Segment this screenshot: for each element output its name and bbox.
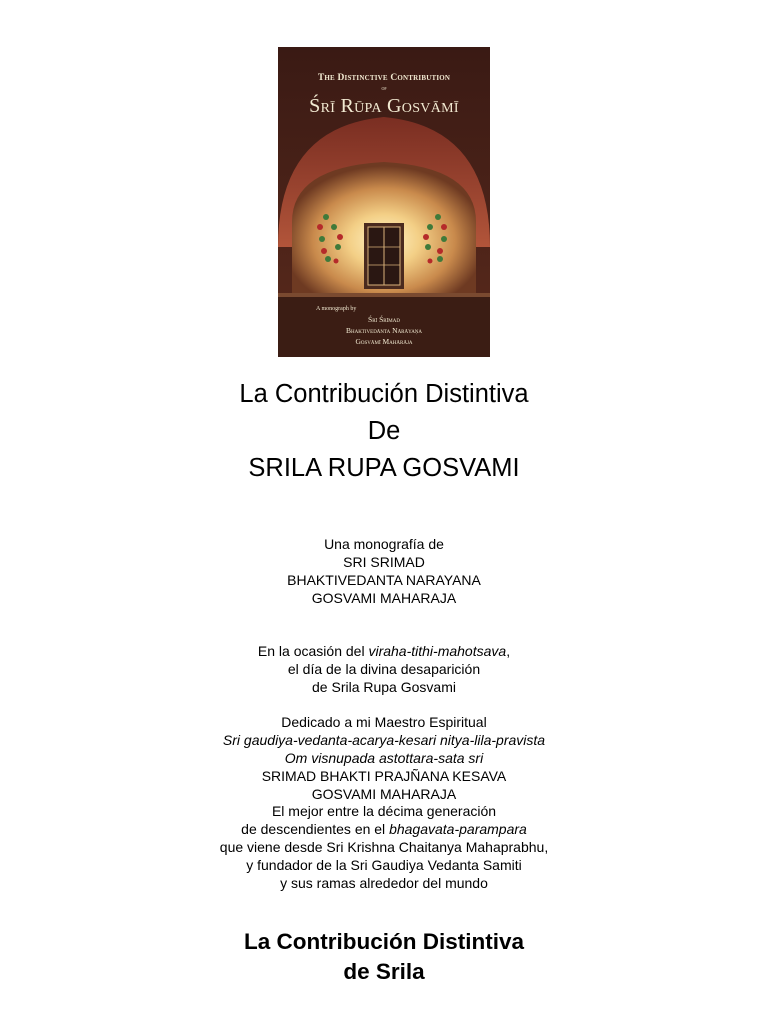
monograph-line3: BHAKTIVEDANTA NARAYANA (287, 572, 481, 588)
cover-illustration (278, 47, 490, 357)
monograph-line4: GOSVAMI MAHARAJA (311, 590, 457, 606)
monograph-line2: SRI SRIMAD (343, 554, 425, 570)
dedication-line10: y sus ramas alrededor del mundo (280, 875, 488, 891)
title-line1: La Contribución Distintiva (239, 380, 529, 408)
cover-title-line2: of (381, 87, 387, 92)
dedication-line4: SRIMAD BHAKTI PRAJÑANA KESAVA (261, 768, 507, 784)
monograph-line1: Una monografía de (324, 536, 444, 552)
dedication-line3-italic: Om visnupada astottara-sata sri (284, 750, 484, 766)
dedication-line7-pre: de descendientes en el (241, 821, 390, 837)
cover-author-line2: Bhaktivedānta Nārāyaṇa (345, 326, 423, 335)
dedication-line2-italic: Sri gaudiya-vedanta-acarya-kesari nitya-lila-pravista (222, 732, 546, 748)
section-heading-line2: de Srila (343, 959, 425, 984)
occasion-line1-post: , (506, 643, 511, 659)
section-heading-line1: La Contribución Distintiva (243, 929, 524, 954)
cover-byline: A monograph by (316, 306, 357, 312)
title-line3: SRILA RUPA GOSVAMI (248, 454, 520, 482)
cover-title-line3: Śrī Rūpa Gosvāmī (309, 95, 459, 117)
occasion-line3: de Srila Rupa Gosvami (312, 679, 456, 695)
occasion-line1 (0, 642, 768, 660)
occasion-line1-pre: En la ocasión del (257, 643, 369, 659)
dedication-line3 (0, 749, 768, 767)
dedication-line6: El mejor entre la décima generación (271, 803, 497, 819)
occasion-line1-italic: viraha-tithi-mahotsava (368, 643, 507, 659)
dedication-line7 (0, 820, 768, 838)
dedication-line7-italic: bhagavata-parampara (389, 821, 527, 837)
dedication-line8: que viene desde Sri Krishna Chaitanya Mahaprabhu, (219, 839, 549, 855)
cover-author-line1: Śrī Śrīmad (368, 315, 400, 324)
dedication-line9: y fundador de la Sri Gaudiya Vedanta Samiti (246, 857, 522, 873)
cover-title-line1: The Distinctive Contribution (317, 73, 451, 83)
dedication-line1: Dedicado a mi Maestro Espiritual (281, 714, 487, 730)
cover-author-line3: Gosvāmī Mahārāja (355, 337, 413, 346)
dedication-line2 (0, 731, 768, 749)
occasion-line2: el día de la divina desaparición (287, 661, 481, 677)
title-line2: De (367, 417, 401, 445)
book-cover-image (278, 47, 490, 357)
dedication-line5: GOSVAMI MAHARAJA (311, 786, 457, 802)
